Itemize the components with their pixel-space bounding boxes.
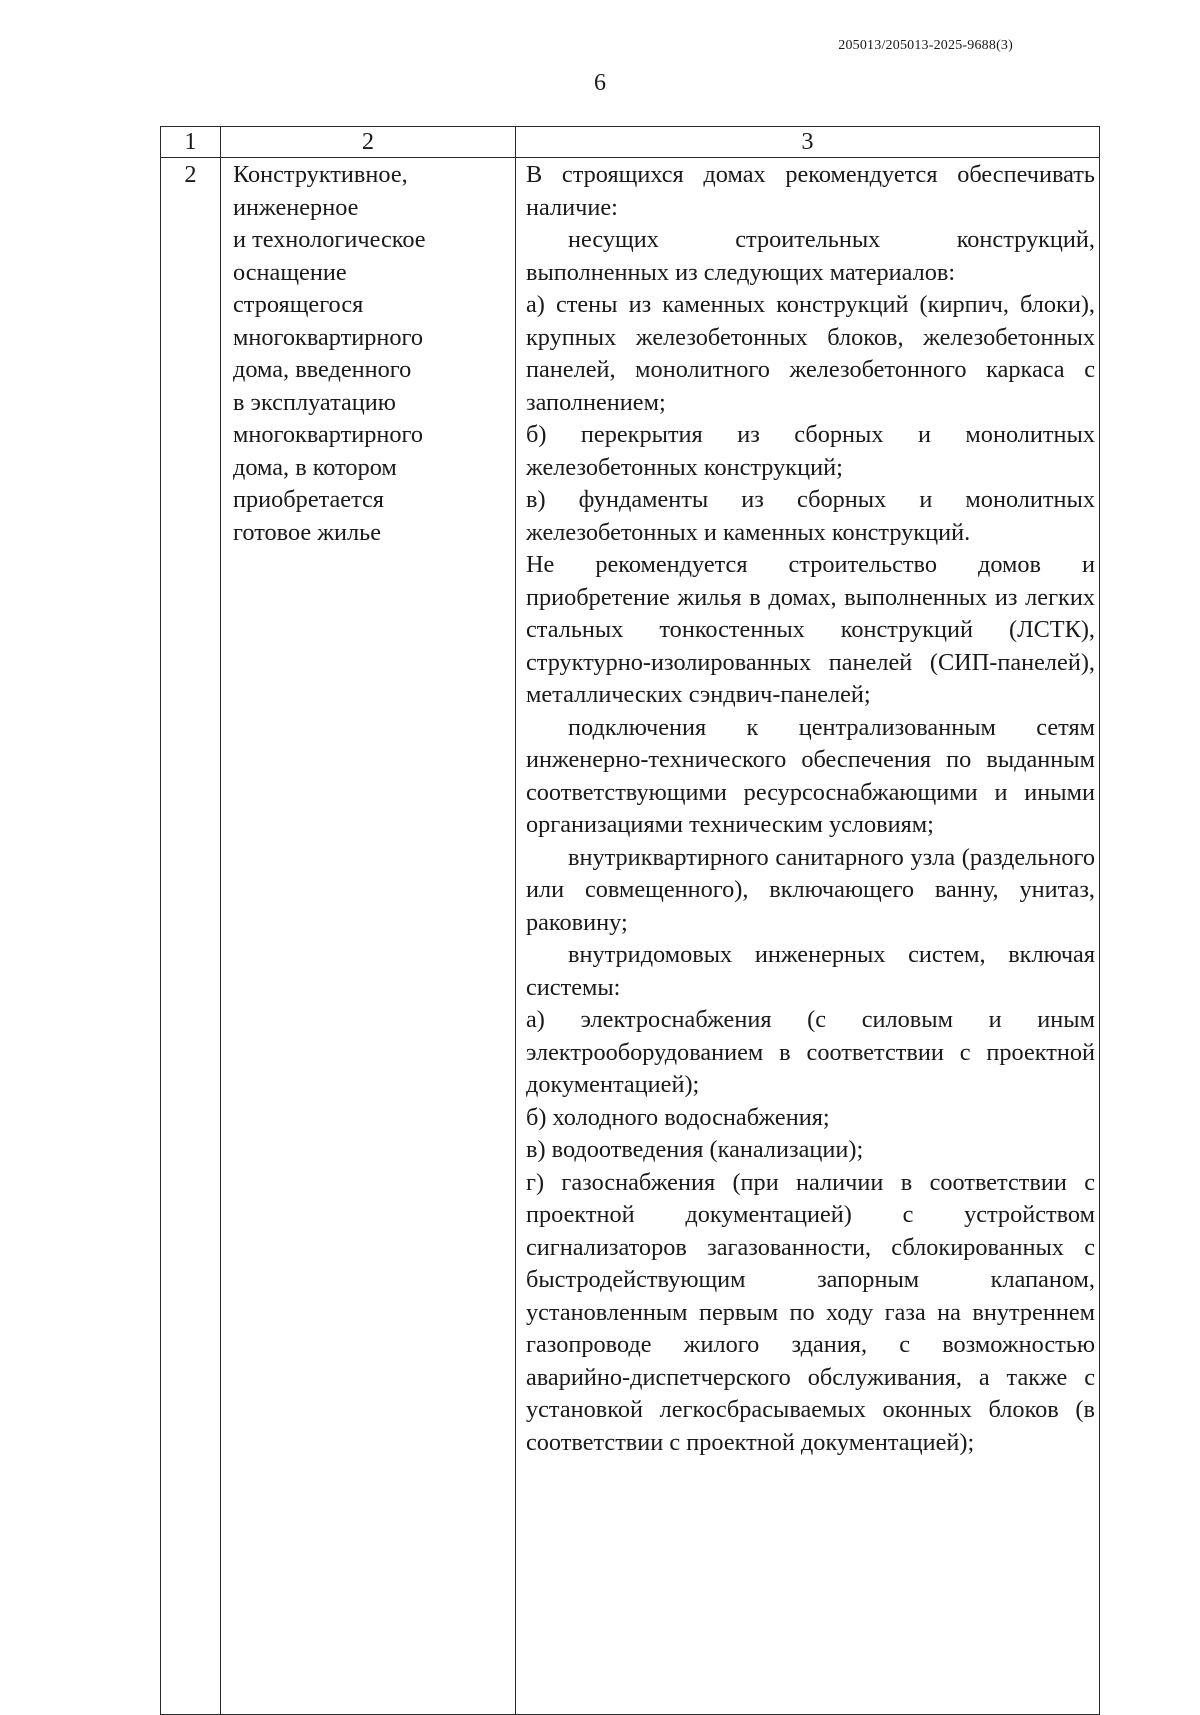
- list-item: в) водоотведения (канализации);: [526, 1136, 864, 1163]
- list-item: а) электроснабжения (с силовым и иным электрооборудованием в соответствии с проектной документацией);: [526, 1006, 1095, 1098]
- row-title-line: инженерное: [233, 193, 359, 221]
- list-item: г) газоснабжения (при наличии в соответствии с проектной документацией) с устройством сигнализаторов загазованности, сблокированных с быстродействующим запорным клапаном, установленным первым по ходу газа на внутреннем газопроводе жилого здания, с возможностью аварийно-диспетчерского обслуживания, а также с установкой легкосбрасываемых оконных блоков (в соответствии с проектной документацией);: [526, 1168, 1095, 1456]
- requirements-table: [160, 126, 1100, 1715]
- list-item: в) фундаменты из сборных и монолитных железобетонных и каменных конструкций.: [526, 486, 1095, 546]
- table-row: [161, 158, 1100, 1715]
- row-content: [516, 158, 1100, 1715]
- row-title-line: Конструктивное,: [233, 161, 408, 188]
- row-title-line: дома, введенного: [233, 356, 412, 383]
- row-title-line: многоквартирного: [233, 421, 424, 448]
- row-title-line: многоквартирного: [233, 323, 424, 351]
- column-header-3: 3: [516, 127, 1100, 158]
- row-title: [221, 158, 516, 1715]
- row-title-line: и технологическое: [233, 226, 426, 253]
- paragraph-load-bearing-structures: несущих строительных конструкций, выполненных из следующих материалов:: [526, 226, 1095, 286]
- paragraph-intro: В строящихся домах рекомендуется обеспечивать наличие:: [526, 161, 1095, 221]
- row-title-line: дома, в котором: [233, 453, 397, 481]
- row-title-line: готовое жилье: [233, 518, 382, 546]
- list-item: а) стены из каменных конструкций (кирпич, блоки), крупных железобетонных блоков, железобетонных панелей, монолитного железобетонного каркаса с заполнением;: [526, 291, 1095, 416]
- list-item: б) перекрытия из сборных и монолитных железобетонных конструкций;: [526, 421, 1095, 481]
- row-number: 2: [161, 158, 221, 1715]
- table-header-row: [161, 127, 1100, 158]
- page-number: 6: [594, 70, 606, 96]
- row-title-line: строящегося: [233, 291, 364, 318]
- list-item: б) холодного водоснабжения;: [526, 1103, 830, 1131]
- column-header-1: 1: [161, 127, 221, 158]
- document-registration-number: 205013/205013-2025-9688(3): [838, 38, 1013, 53]
- paragraph-engineering-systems: внутридомовых инженерных систем, включая системы:: [526, 941, 1095, 1001]
- row-title-line: оснащение: [233, 258, 347, 286]
- paragraph-not-recommended: Не рекомендуется строительство домов и приобретение жилья в домах, выполненных из легких стальных тонкостенных конструкций (ЛСТК), структурно-изолированных панелей (СИП-панелей), металлических сэндвич-панелей;: [526, 551, 1095, 708]
- paragraph-utility-connections: подключения к централизованным сетям инженерно-технического обеспечения по выданным соответствующими ресурсоснабжающими и иными организациями техническим условиям;: [526, 713, 1095, 838]
- row-title-line: приобретается: [233, 486, 384, 513]
- column-header-2: 2: [221, 127, 516, 158]
- row-title-line: в эксплуатацию: [233, 388, 396, 416]
- paragraph-sanitary-unit: внутриквартирного санитарного узла (раздельного или совмещенного), включающего ванну, унитаз, раковину;: [526, 843, 1095, 936]
